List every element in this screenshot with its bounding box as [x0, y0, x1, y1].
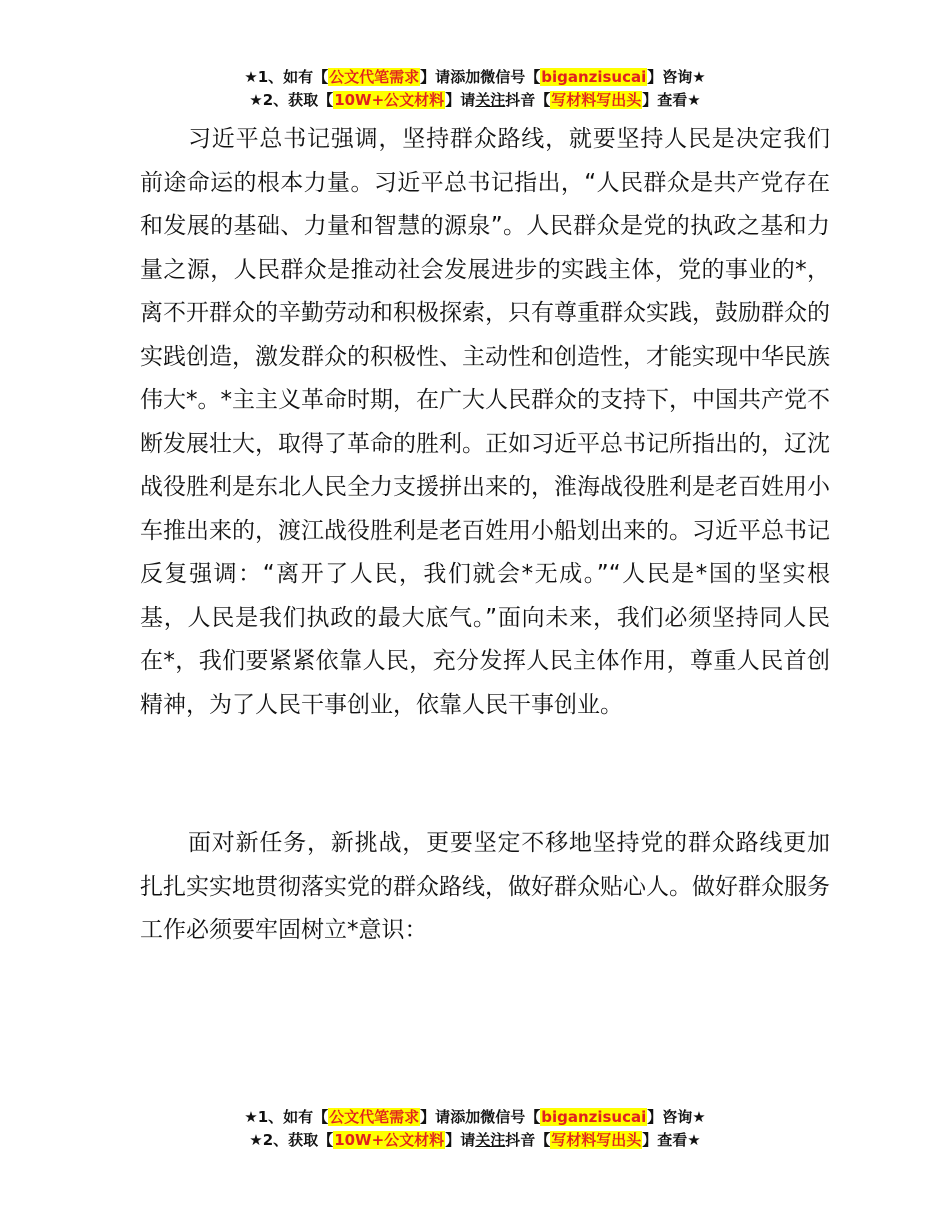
footer-line2-prefix: ★2、获取【: [249, 1131, 334, 1149]
footer-line2-highlight-douyin: 写材料写出头: [551, 1131, 642, 1149]
footer-line2-emph: 关注: [475, 1131, 506, 1149]
header-line1-suffix: 】咨询★: [647, 68, 706, 86]
header-banner: [0, 66, 950, 112]
footer-line1-mid2: 微信号【: [480, 1108, 541, 1126]
header-line1-prefix: ★1、如有【: [244, 68, 329, 86]
footer-line1-suffix: 】咨询★: [647, 1108, 706, 1126]
footer-banner-line-2: [0, 1129, 950, 1152]
header-banner-line-1: [0, 66, 950, 89]
header-line2-emph: 关注: [475, 91, 506, 109]
footer-line2-highlight-materials: 10W+公文材料: [334, 1131, 445, 1149]
header-banner-line-2: [0, 89, 950, 112]
header-line2-prefix: ★2、获取【: [249, 91, 334, 109]
header-line2-highlight-materials: 10W+公文材料: [334, 91, 445, 109]
footer-line1-highlight-service: 公文代笔需求: [329, 1108, 420, 1126]
article-paragraph-1: 习近平总书记强调，坚持群众路线，就要坚持人民是决定我们前途命运的根本力量。习近平总书记指出，“人民群众是共产党存在和发展的基础、力量和智慧的源泉”。人民群众是党的执政之基和力量之源，人民群众是推动社会发展进步的实践主体，党的事业的*，离不开群众的辛勤劳动和积极探索，只有尊重群众实践，鼓励群众的实践创造，激发群众的积极性、主动性和创造性，才能实现中华民族伟大*。*主主义革命时期，在广大人民群众的支持下，中国共产党不断发展壮大，取得了革命的胜利。正如习近平总书记所指出的，辽沈战役胜利是东北人民全力支援拼出来的，淮海战役胜利是老百姓用小车推出来的，渡江战役胜利是老百姓用小船划出来的。习近平总书记反复强调：“离开了人民，我们就会*无成。”“人民是*国的坚实根基，人民是我们执政的最大底气。”面向未来，我们必须坚持同人民在*，我们要紧紧依靠人民，充分发挥人民主体作用，尊重人民首创精神，为了人民干事创业，依靠人民干事创业。: [140, 126, 830, 718]
footer-line1-prefix: ★1、如有【: [244, 1108, 329, 1126]
header-line2-mid: 】请: [445, 91, 476, 109]
footer-line1-emph: 添加: [450, 1108, 481, 1126]
footer-line2-mid2: 抖音【: [505, 1131, 551, 1149]
header-line1-emph: 添加: [450, 68, 481, 86]
article-paragraph-2: 面对新任务，新挑战，更要坚定不移地坚持党的群众路线更加扎扎实实地贯彻落实党的群众路线，做好群众贴心人。做好群众服务工作必须要牢固树立*意识：: [140, 830, 830, 943]
header-line2-mid2: 抖音【: [505, 91, 551, 109]
footer-banner: [0, 1106, 950, 1152]
header-line1-highlight-service: 公文代笔需求: [329, 68, 420, 86]
footer-line2-suffix: 】查看★: [642, 1131, 701, 1149]
footer-line1-mid: 】请: [420, 1108, 451, 1126]
header-line2-suffix: 】查看★: [642, 91, 701, 109]
header-line2-highlight-douyin: 写材料写出头: [551, 91, 642, 109]
article-paragraph-1-block: [140, 118, 830, 727]
header-line1-mid: 】请: [420, 68, 451, 86]
article-paragraph-2-block: [140, 822, 830, 953]
footer-line1-highlight-wechat-id: biganzisucai: [541, 1108, 647, 1126]
header-line1-highlight-wechat-id: biganzisucai: [541, 68, 647, 86]
footer-line2-mid: 】请: [445, 1131, 476, 1149]
header-line1-mid2: 微信号【: [480, 68, 541, 86]
footer-banner-line-1: [0, 1106, 950, 1129]
